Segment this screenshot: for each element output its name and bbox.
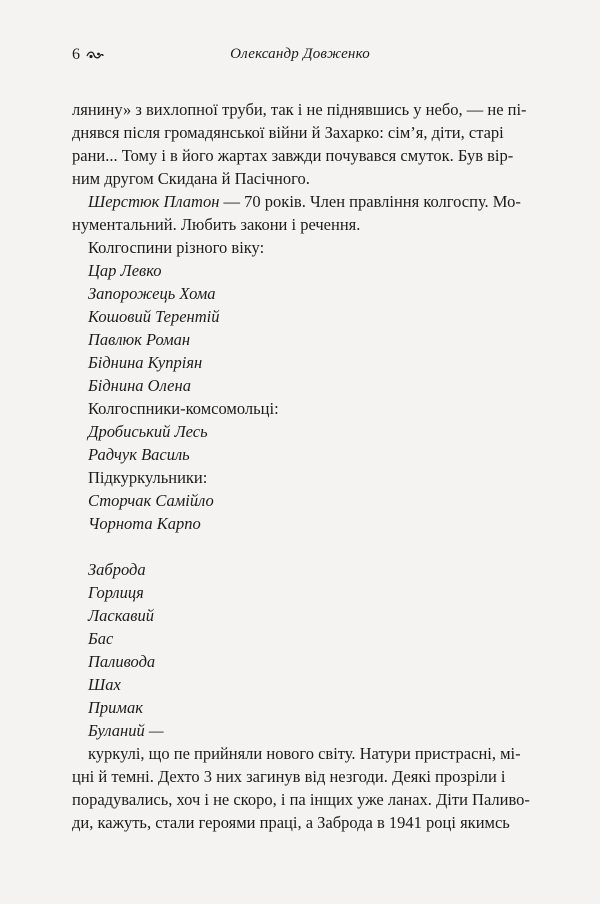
character-name: Заброда [88, 560, 146, 579]
group-label-pidkurkulnyky: Підкуркульники: [88, 468, 208, 487]
character-name: Біднина Купріян [88, 353, 203, 372]
text-line: лянину» з вихлопної труби, так і не піднявшись у небо, — не пі- [72, 100, 527, 119]
character-name: Примак [88, 698, 143, 717]
character-name: Павлюк Роман [88, 330, 191, 349]
page-number: 6 [72, 46, 80, 63]
character-name: Цар Левко [88, 261, 162, 280]
character-name: Чорнота Карпо [88, 514, 201, 533]
character-name: Сторчак Самійло [88, 491, 214, 510]
text-line: рани... Тому і в його жартах завжди почувався смуток. Був вір- [72, 146, 514, 165]
character-name: Радчук Василь [88, 445, 190, 464]
character-name: Шах [88, 675, 121, 694]
page-header [0, 46, 600, 70]
character-name: Кошовий Терентій [88, 307, 220, 326]
character-name: Паливода [88, 652, 156, 671]
character-entry-shershtiuk [72, 190, 572, 236]
character-name: Дробиський Лесь [88, 422, 208, 441]
text-line: куркулі, що пе прийняли нового світу. Натури пристрасні, мі- [88, 744, 521, 763]
text-line: нументальний. Любить закони і речення. [72, 215, 361, 234]
character-name: Шерстюк Платон [88, 192, 220, 211]
text-line: — 70 років. Член правління колгоспу. Мо- [219, 192, 521, 211]
character-name: Запорожець Хома [88, 284, 216, 303]
character-name: Горлиця [88, 583, 144, 602]
paragraph-continued [72, 98, 572, 190]
running-title: Олександр Довженко [230, 46, 370, 62]
text-line: днявся після громадянської війни й Захарко: сім’я, діти, старі [72, 123, 504, 142]
text-line: цні й темні. Дехто 3 них загинув від незгоди. Деякі прозріли і [72, 767, 506, 786]
character-name: Біднина Олена [88, 376, 191, 395]
text-line: порадувались, хоч і не скоро, і па інщих уже ланах. Діти Паливо- [72, 790, 530, 809]
character-name: Буланий — [88, 721, 164, 740]
group-label-kolgospny: Колгоспини різного віку: [88, 238, 265, 257]
text-line: ди, кажуть, стали героями праці, а Заброда в 1941 році якимсь [72, 813, 510, 832]
character-name: Бас [88, 629, 114, 648]
page-body [72, 98, 572, 834]
group-label-komsomol: Колгоспники-комсомольці: [88, 399, 279, 418]
character-name: Ласкавий [88, 606, 154, 625]
paragraph-kurkuli [72, 742, 572, 834]
text-line: ним другом Скидана й Пасічного. [72, 169, 310, 188]
spacer [72, 535, 572, 558]
